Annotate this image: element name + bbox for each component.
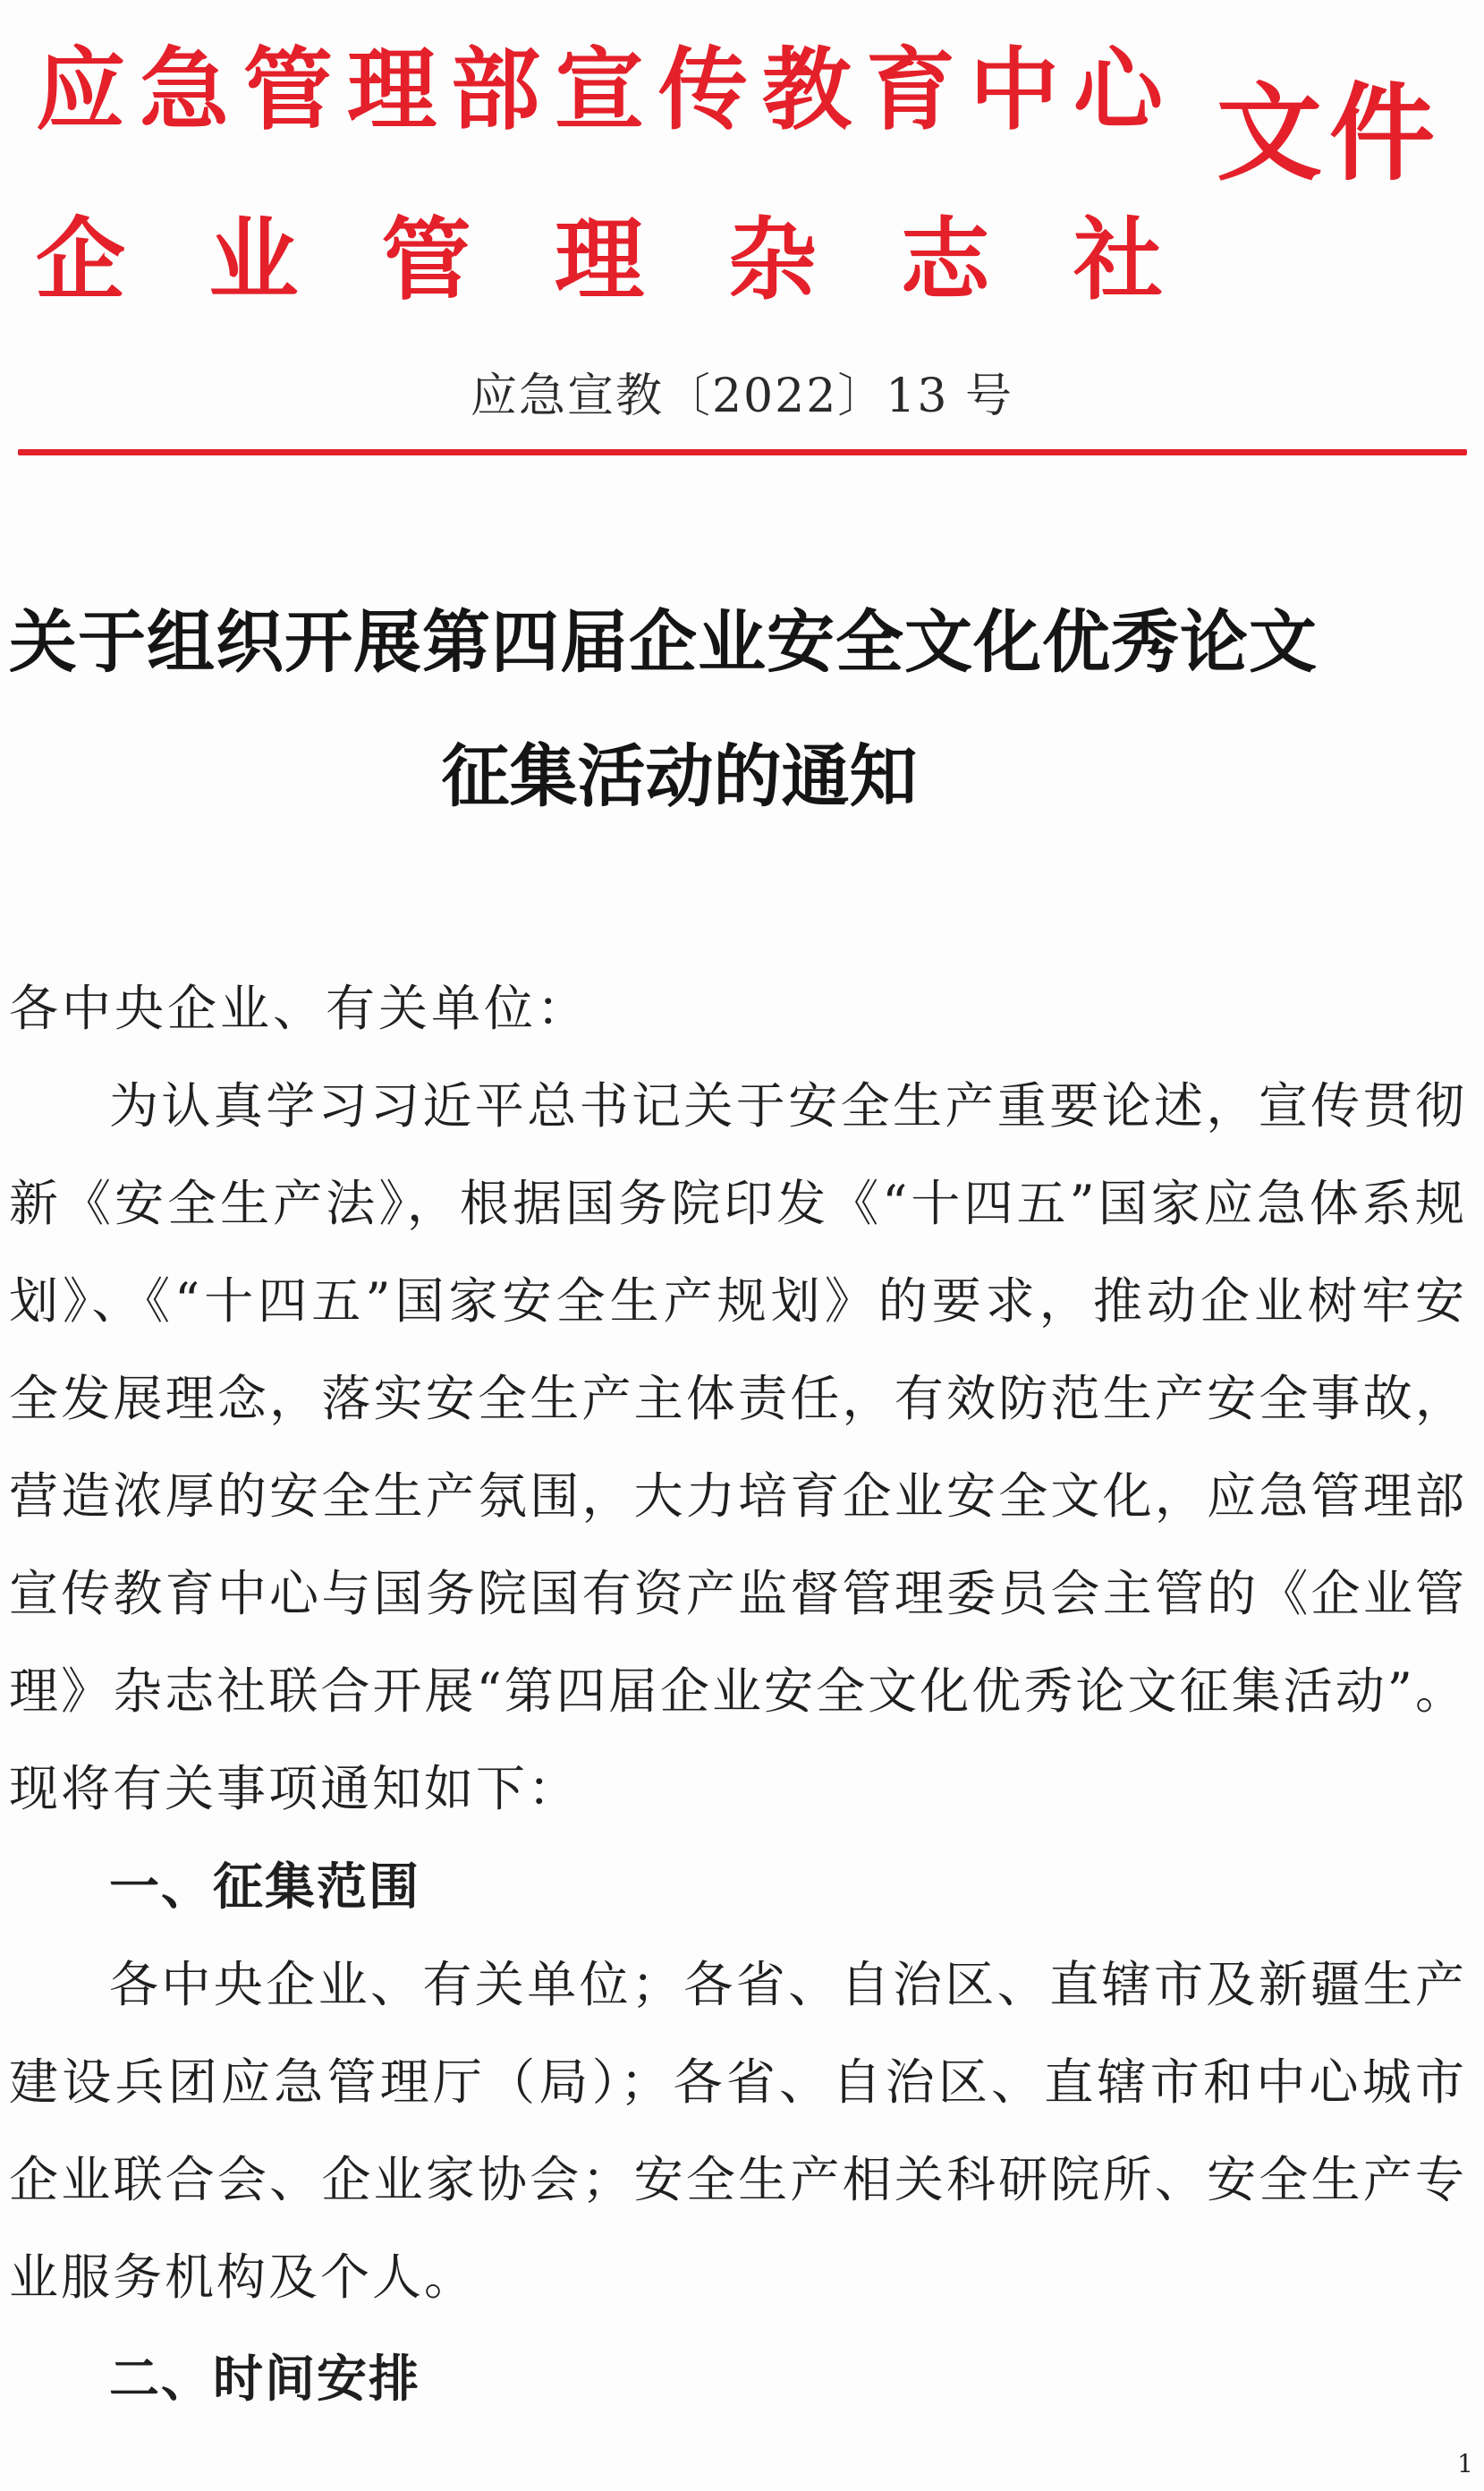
issuer-block [36,36,1163,313]
issuer-char: 企 [36,207,125,312]
intro-paragraph: 为认真学习习近平总书记关于安全生产重要论述，宣传贯彻新《安全生产法》，根据国务院印发《“十四五”国家应急体系规划》、《“十四五”国家安全生产规划》的要求，推动企业树牢安全发展理念，落实安全生产主体责任，有效防范生产安全事故，营造浓厚的安全生产氛围，大力培育企业安全文化，应急管理部宣传教育中心与国务院国有资产监督管理委员会主管的《企业管理》杂志社联合开展“第四届企业安全文化优秀论文征集活动”。现将有关事项通知如下： [9,1077,1467,1817]
issuer-line-1 [36,36,1163,143]
issuer-char: 志 [900,207,990,312]
document-type-label: 文件 [1217,71,1443,195]
document-body [9,959,1467,2428]
issuer-char: 传 [658,37,748,142]
issuer-char: 心 [1073,37,1163,142]
issuer-char: 中 [970,37,1059,142]
issuer-char: 管 [243,37,333,142]
issuer-char: 理 [347,37,437,142]
section-heading-schedule: 二、时间安排 [109,2350,420,2409]
document-number: 应急宣教〔2022〕13 号 [470,370,1014,423]
issuer-char: 应 [36,37,125,142]
issuer-char: 育 [866,37,955,142]
section-heading-scope: 一、征集范围 [109,1858,420,1917]
issuer-char: 宣 [555,37,644,142]
issuer-char: 管 [381,207,471,312]
issuer-char: 部 [451,37,540,142]
salutation: 各中央企业、有关单位： [9,980,590,1037]
issuer-char: 理 [554,207,644,312]
red-divider-line [18,449,1467,455]
issuer-char: 杂 [727,207,818,312]
issuer-char: 业 [208,207,299,312]
issuer-char: 急 [140,37,229,142]
issuer-line-2 [36,206,1163,313]
issuer-char: 社 [1073,207,1163,312]
title-line-1: 关于组织开展第四届企业安全文化优秀论文 [9,602,1318,682]
title-line-2: 征集活动的通知 [441,736,918,816]
scope-paragraph: 各中央企业、有关单位；各省、自治区、直辖市及新疆生产建设兵团应急管理厅（局）；各省、自治区、直辖市和中心城市企业联合会、企业家协会；安全生产相关科研院所、安全生产专业服务机构及个人。 [9,1956,1467,2306]
page-number: 1 [1457,2449,1473,2478]
issuer-char: 教 [762,37,852,142]
